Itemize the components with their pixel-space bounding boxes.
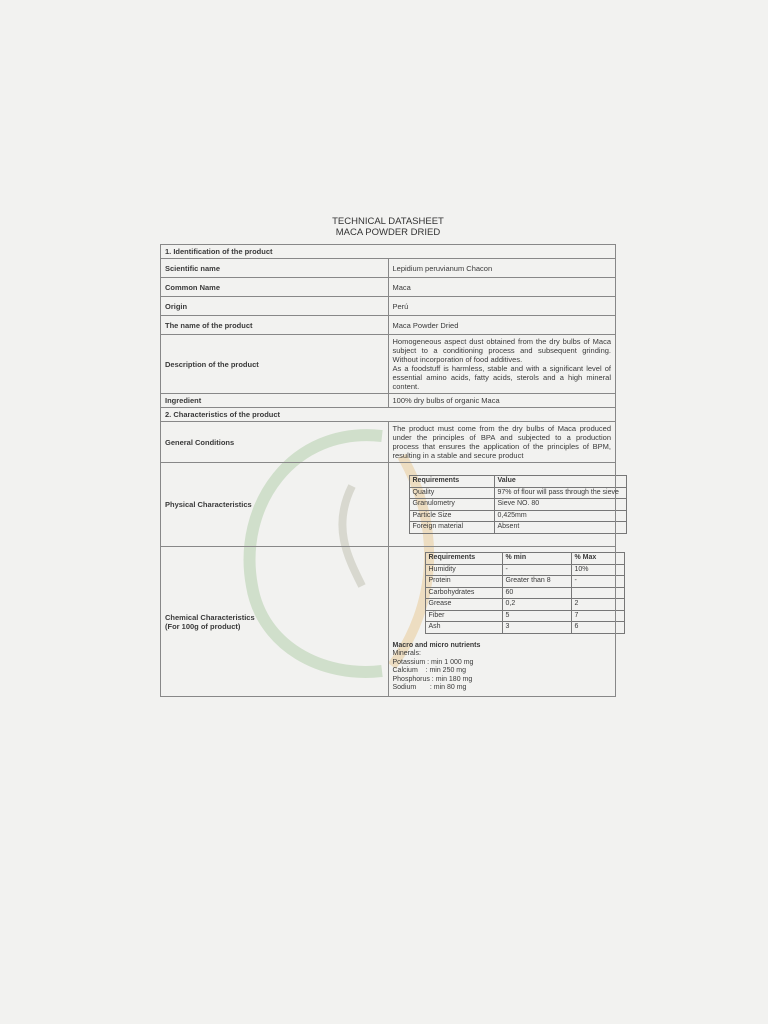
table-row: [161, 297, 616, 316]
physical-characteristics-label: Physical Characteristics: [161, 463, 389, 547]
table-row: [409, 510, 626, 522]
title-line-1: TECHNICAL DATASHEET: [332, 216, 444, 227]
scientific-name-label: Scientific name: [161, 259, 389, 278]
chemical-table: [425, 552, 625, 634]
description-paragraph-1: Homogeneous aspect dust obtained from the dry bulbs of Maca subject to a conditioning process and subsequent grinding. Without incorporation of food additives.: [392, 337, 611, 364]
table-cell: Grease: [425, 599, 502, 611]
table-cell: 3: [502, 622, 571, 634]
table-cell: Greater than 8: [502, 576, 571, 588]
page-title: [160, 216, 616, 238]
datasheet-table: [160, 244, 619, 697]
table-row: [425, 622, 624, 634]
table-row: [425, 610, 624, 622]
table-row: [409, 522, 626, 534]
column-header: % Max: [571, 553, 624, 565]
table-row: [409, 487, 626, 499]
ingredient-value: 100% dry bulbs of organic Maca: [388, 394, 616, 408]
section-row: [161, 245, 616, 259]
nutrients-block: [393, 642, 612, 693]
table-cell: 6: [571, 622, 624, 634]
table-row: [161, 463, 616, 547]
table-cell: 7: [571, 610, 624, 622]
table-row: [425, 587, 624, 599]
common-name-value: Maca: [388, 278, 616, 297]
chemical-characteristics-cell: [388, 547, 616, 697]
table-cell: 60: [502, 587, 571, 599]
table-cell: Particle Size: [409, 510, 494, 522]
product-name-value: Maca Powder Dried: [388, 316, 616, 335]
table-row: [161, 547, 616, 697]
nutrients-title: Macro and micro nutrients: [392, 641, 481, 649]
general-conditions-label: General Conditions: [161, 422, 389, 463]
column-header: Requirements: [425, 553, 502, 565]
section-row: [161, 408, 616, 422]
description-paragraph-2: As a foodstuff is harmless, stable and with a significant level of essential amino acids, fatty acids, sterols and a high mineral content.: [392, 364, 611, 391]
description-value: [388, 335, 616, 394]
table-cell: -: [571, 576, 624, 588]
table-cell: Protein: [425, 576, 502, 588]
physical-table: [409, 475, 627, 534]
description-label: Description of the product: [161, 335, 389, 394]
table-cell: [571, 587, 624, 599]
table-cell: Sieve NO. 80: [494, 499, 626, 511]
table-cell: Fiber: [425, 610, 502, 622]
title-line-2: MACA POWDER DRIED: [335, 227, 441, 238]
table-row: [425, 564, 624, 576]
table-row: [161, 394, 616, 408]
ingredient-label: Ingredient: [161, 394, 389, 408]
table-row: [161, 335, 616, 394]
table-cell: 5: [502, 610, 571, 622]
chemical-characteristics-label: [161, 547, 389, 697]
table-cell: Humidity: [425, 564, 502, 576]
table-cell: Foreign material: [409, 522, 494, 534]
mineral-item: Phosphorus : min 180 mg: [392, 675, 473, 683]
table-row: [409, 499, 626, 511]
physical-characteristics-cell: [388, 463, 619, 547]
table-row: [425, 576, 624, 588]
section-identification: 1. Identification of the product: [161, 245, 616, 259]
scientific-name-value: Lepidium peruvianum Chacon: [388, 259, 616, 278]
table-cell: Carbohydrates: [425, 587, 502, 599]
table-cell: Absent: [494, 522, 626, 534]
table-cell: 0,425mm: [494, 510, 626, 522]
minerals-label: Minerals:: [392, 650, 421, 658]
origin-value: Perú: [388, 297, 616, 316]
table-header-row: [409, 476, 626, 488]
origin-label: Origin: [161, 297, 389, 316]
table-cell: 10%: [571, 564, 624, 576]
mineral-item: Calcium : min 250 mg: [392, 667, 467, 675]
chemical-label-line-1: Chemical Characteristics: [165, 612, 255, 622]
column-header: Value: [494, 476, 626, 488]
table-header-row: [425, 553, 624, 565]
column-header: % min: [502, 553, 571, 565]
column-header: Requirements: [409, 476, 494, 488]
common-name-label: Common Name: [161, 278, 389, 297]
table-cell: Ash: [425, 622, 502, 634]
table-row: [425, 599, 624, 611]
general-conditions-value: The product must come from the dry bulbs of Maca produced under the principles of BPA and subjected to a production process that ensures the application of the principles of BPM, resulting in a stable and secure product: [388, 422, 616, 463]
table-row: [161, 259, 616, 278]
table-row: [161, 422, 616, 463]
table-row: [161, 278, 616, 297]
chemical-label-line-2: (For 100g of product): [165, 621, 241, 631]
table-row: [161, 316, 616, 335]
table-cell: Quality: [409, 487, 494, 499]
table-cell: Granulometry: [409, 499, 494, 511]
table-cell: 0,2: [502, 599, 571, 611]
mineral-item: Potassium : min 1 000 mg: [392, 658, 474, 666]
table-cell: 97% of flour will pass through the sieve: [494, 487, 626, 499]
table-cell: -: [502, 564, 571, 576]
product-name-label: The name of the product: [161, 316, 389, 335]
section-characteristics: 2. Characteristics of the product: [161, 408, 616, 422]
mineral-item: Sodium : min 80 mg: [392, 684, 467, 692]
table-cell: 2: [571, 599, 624, 611]
